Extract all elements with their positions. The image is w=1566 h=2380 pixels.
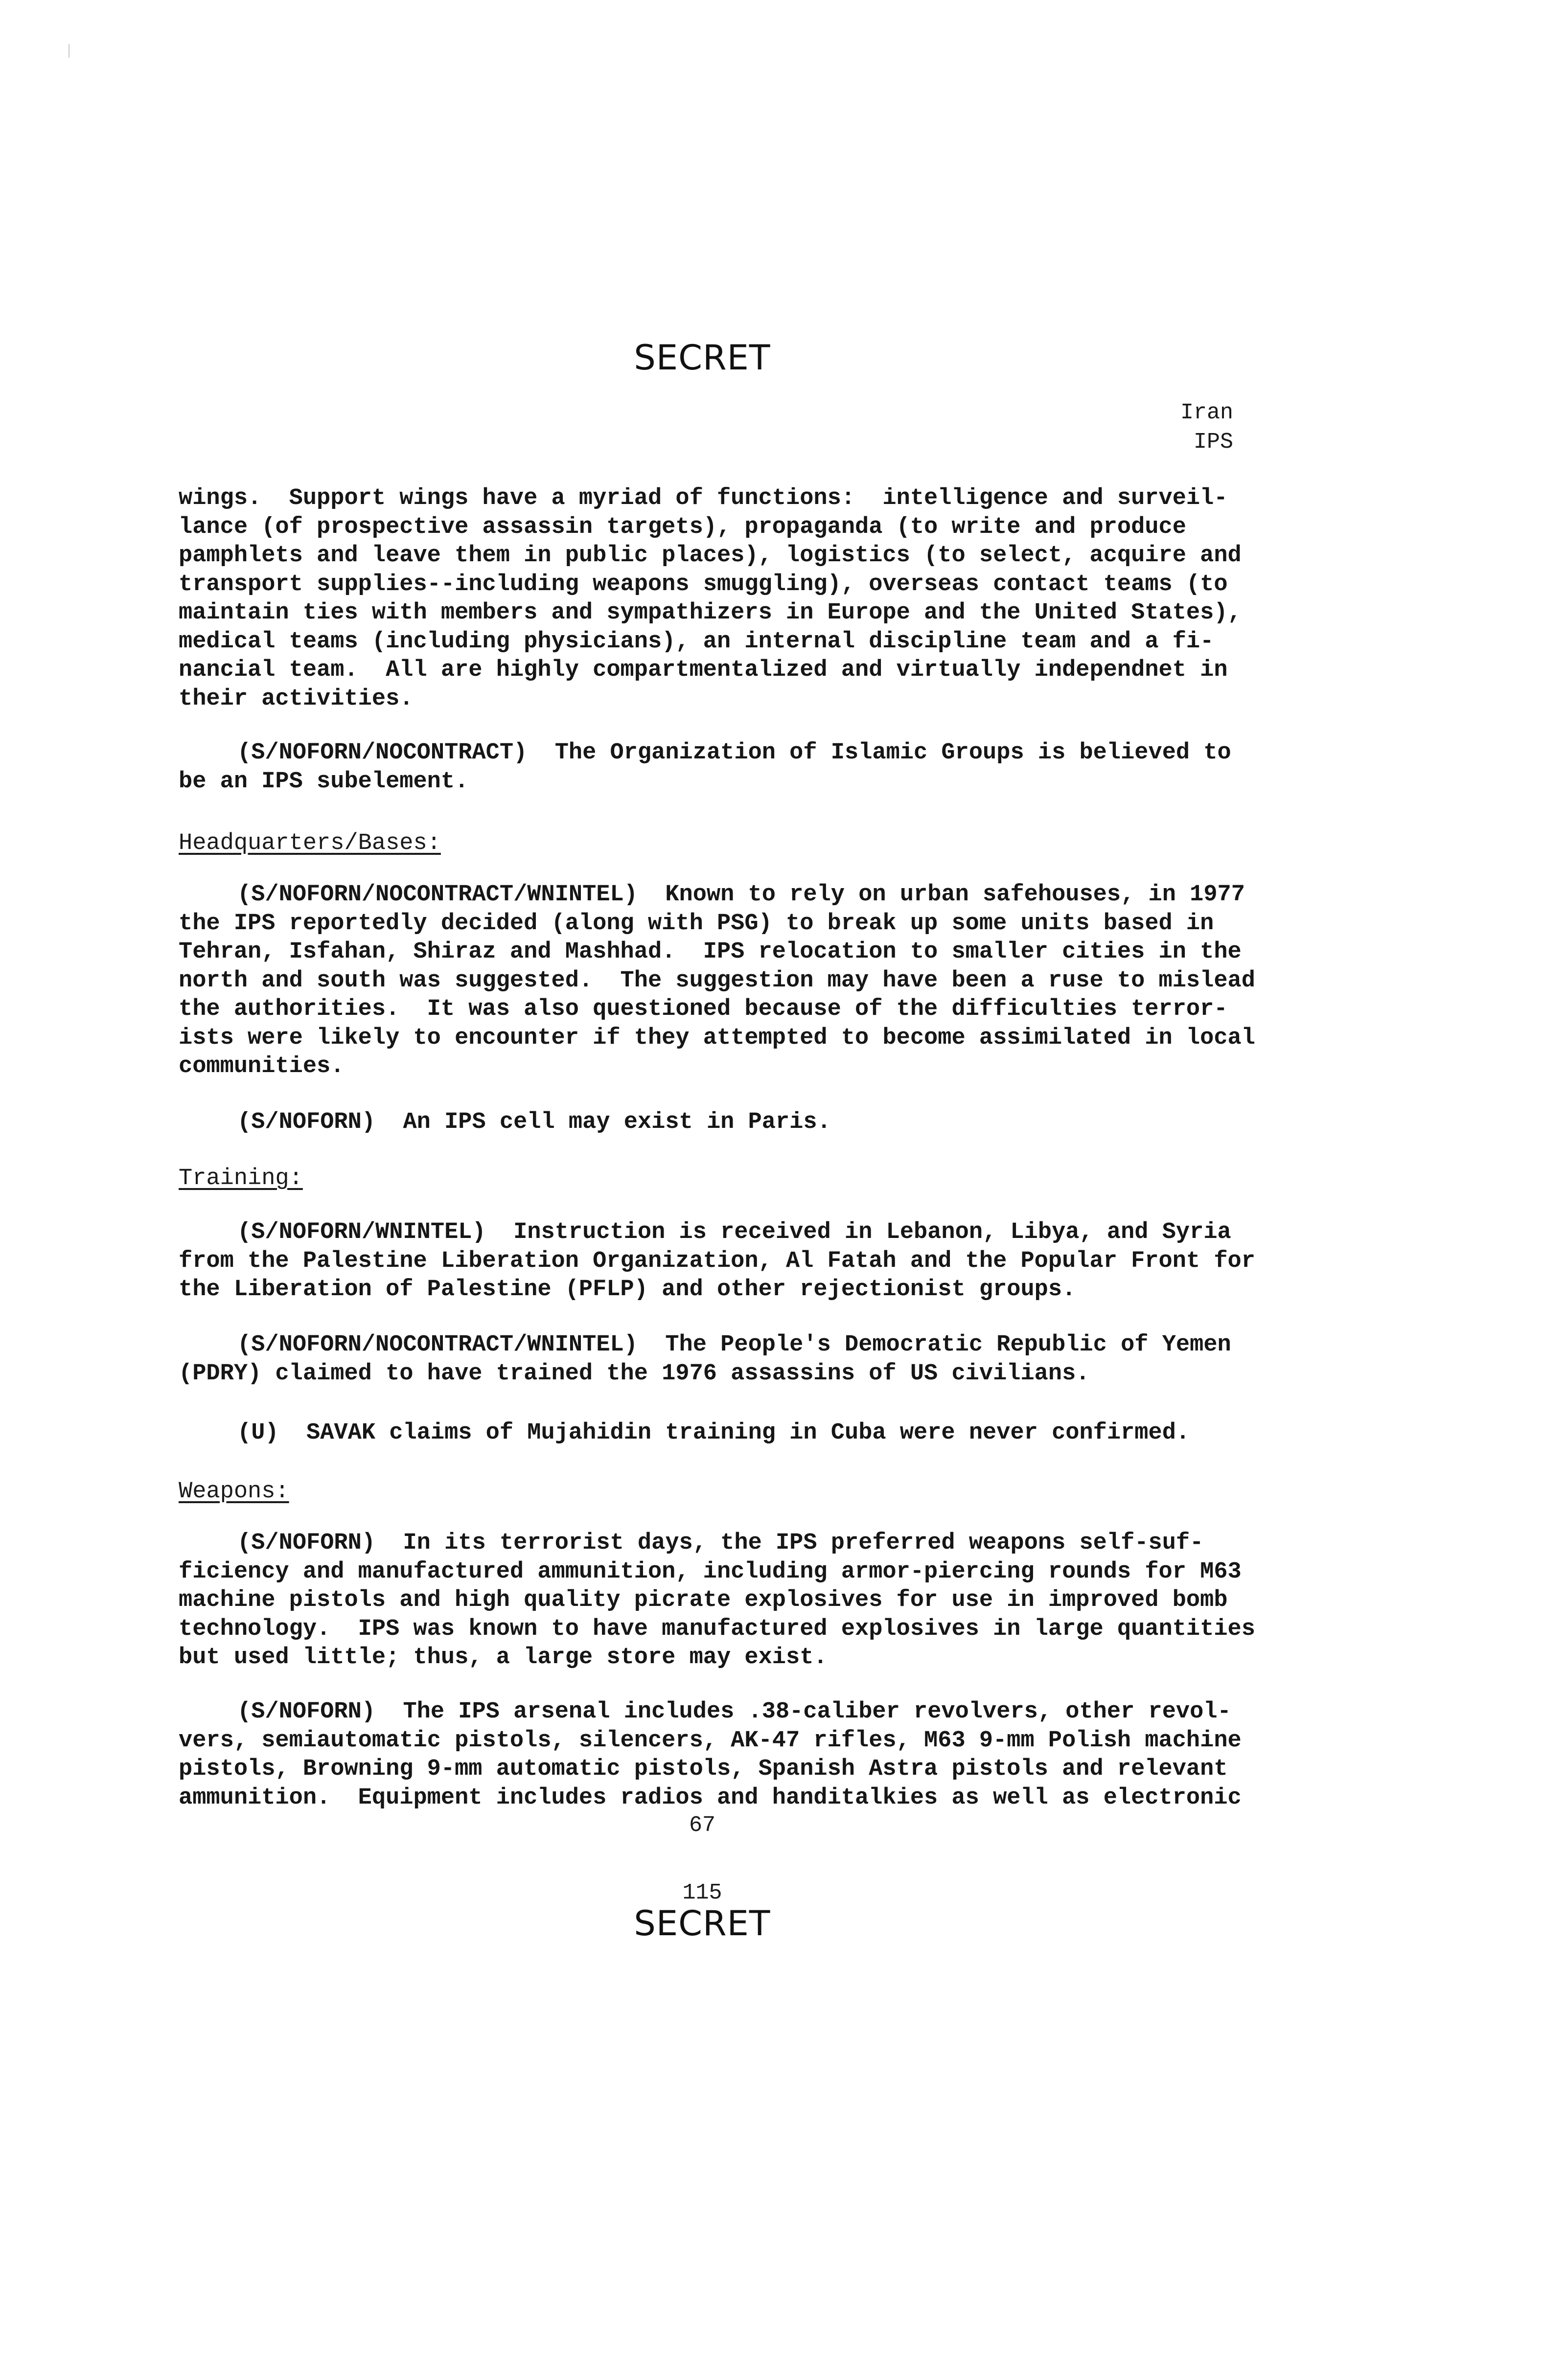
text-line: lance (of prospective assassin targets), propaganda (to write and produce <box>179 514 1186 540</box>
text-line: wings. Support wings have a myriad of functions: intelligence and surveil- <box>179 485 1228 511</box>
paragraph-pdry <box>179 1331 1243 1388</box>
paragraph-paris-cell <box>179 1108 1243 1137</box>
text-line: their activities. <box>179 686 414 712</box>
text-line: the Liberation of Palestine (PFLP) and other rejectionist groups. <box>179 1277 1076 1303</box>
classification-header: SECRET <box>634 338 771 378</box>
paragraph-savak <box>179 1419 1243 1448</box>
page-number: 67 <box>689 1813 715 1838</box>
paragraph-islamic-groups <box>179 739 1243 796</box>
text-line: (S/NOFORN) The IPS arsenal includes .38-caliber revolvers, other revol- <box>237 1699 1231 1725</box>
text-line: (U) SAVAK claims of Mujahidin training in Cuba were never confirmed. <box>237 1420 1190 1446</box>
text-line: technology. IPS was known to have manufactured explosives in large quantities <box>179 1616 1255 1642</box>
text-line: nancial team. All are highly compartmentalized and virtually independnet in <box>179 657 1228 683</box>
text-line: communities. <box>179 1053 345 1079</box>
text-line: medical teams (including physicians), an internal discipline team and a fi- <box>179 628 1214 655</box>
text-line: but used little; thus, a large store may exist. <box>179 1645 828 1671</box>
text-line: the IPS reportedly decided (along with PSG) to break up some units based in <box>179 910 1214 937</box>
heading-weapons: Weapons: <box>179 1479 289 1505</box>
heading-headquarters: Headquarters/Bases: <box>179 830 441 856</box>
text-line: pistols, Browning 9-mm automatic pistols, Spanish Astra pistols and relevant <box>179 1756 1228 1782</box>
organization-tag: IPS <box>1193 430 1233 455</box>
text-line: (S/NOFORN/NOCONTRACT/WNINTEL) The People's Democratic Republic of Yemen <box>237 1332 1231 1358</box>
text-line: (S/NOFORN) In its terrorist days, the IPS preferred weapons self-suf- <box>237 1530 1204 1556</box>
text-line: transport supplies--including weapons smuggling), overseas contact teams (to <box>179 571 1228 597</box>
text-line: Tehran, Isfahan, Shiraz and Mashhad. IPS relocation to smaller cities in the <box>179 939 1242 965</box>
text-line: vers, semiautomatic pistols, silencers, AK-47 rifles, M63 9-mm Polish machine <box>179 1727 1242 1754</box>
text-line: north and south was suggested. The suggestion may have been a ruse to mislead <box>179 967 1255 994</box>
text-line: the authorities. It was also questioned because of the difficulties terror- <box>179 996 1228 1022</box>
paragraph-arsenal <box>179 1698 1243 1812</box>
country-tag: Iran <box>1180 400 1233 425</box>
text-line: (PDRY) claimed to have trained the 1976 assassins of US civilians. <box>179 1360 1090 1387</box>
text-line: ammunition. Equipment includes radios and handitalkies as well as electronic <box>179 1785 1242 1811</box>
classification-footer: SECRET <box>634 1903 771 1944</box>
text-line: (S/NOFORN/NOCONTRACT) The Organization of Islamic Groups is believed to <box>237 740 1231 766</box>
text-line: be an IPS subelement. <box>179 768 469 795</box>
text-line: (S/NOFORN/WNINTEL) Instruction is received in Lebanon, Libya, and Syria <box>237 1219 1231 1245</box>
text-line: ficiency and manufactured ammunition, including armor-piercing rounds for M63 <box>179 1558 1242 1585</box>
text-line: (S/NOFORN) An IPS cell may exist in Paris. <box>237 1109 831 1135</box>
text-line: from the Palestine Liberation Organization, Al Fatah and the Popular Front for <box>179 1248 1255 1274</box>
text-line: (S/NOFORN/NOCONTRACT/WNINTEL) Known to rely on urban safehouses, in 1977 <box>237 882 1245 908</box>
paragraph-instruction <box>179 1218 1255 1304</box>
text-line: machine pistols and high quality picrate explosives for use in improved bomb <box>179 1587 1228 1613</box>
paragraph-support-wings <box>179 484 1243 713</box>
text-line: maintain ties with members and sympathizers in Europe and the United States), <box>179 600 1242 626</box>
file-page-number: 115 <box>682 1880 722 1905</box>
text-line: ists were likely to encounter if they attempted to become assimilated in local <box>179 1025 1255 1051</box>
text-line: pamphlets and leave them in public places), logistics (to select, acquire and <box>179 543 1242 569</box>
heading-training: Training: <box>179 1166 303 1191</box>
paragraph-safehouses <box>179 881 1255 1081</box>
paragraph-weapons-self-sufficiency <box>179 1529 1255 1672</box>
